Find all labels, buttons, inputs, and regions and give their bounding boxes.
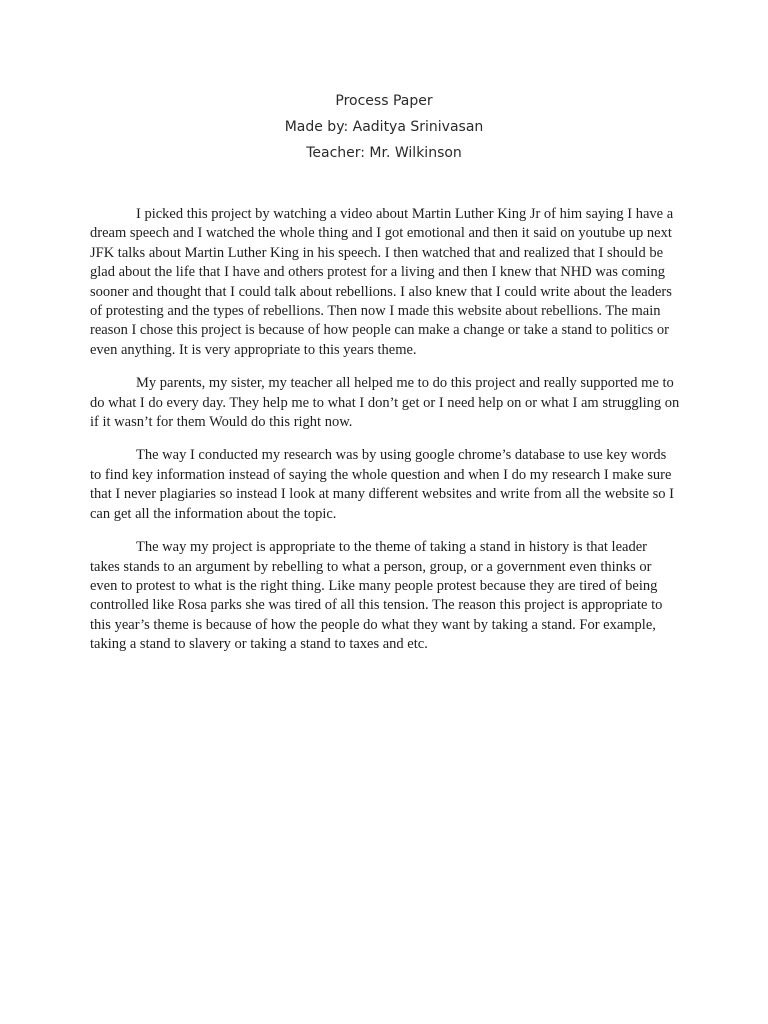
paragraph-theme: The way my project is appropriate to the theme of taking a stand in history is that leader takes stands to an argument by rebelling to what a person, group, or a government even thinks or even to protest to what is the right thing. Like many people protest because they are tired of being controlled like Rosa parks she was tired of all this tension. The reason this project is appropriate to this year’s theme is because of how the people do what they want by taking a stand. For example, taking a stand to slavery or taking a stand to taxes and etc. [90,539,663,653]
author-line: Made by: Aaditya Srinivasan [284,119,484,135]
document-header [0,90,768,168]
paragraph-project-choice: I picked this project by watching a video about Martin Luther King Jr of him saying I have a dream speech and I watched the whole thing and I got emotional and then it said on youtube up next JFK talks about Martin Luther King in his speech. I then watched that and realized that I should be glad about the life that I have and others protest for a living and then I knew that NHD was coming sooner and thought that I could talk about rebellions. I also knew that I could write about the leaders of protesting and the types of rebellions. Then now I made this website about rebellions. The main reason I chose this project is because of how people can make a change or take a stand to politics or even anything. It is very appropriate to this years theme. [90,206,674,358]
document-body [90,205,680,669]
paragraph-support: My parents, my sister, my teacher all helped me to do this project and really supported me to do what I do every day. They help me to what I don’t get or I need help on or what I am struggling on if it wasn’t for them Would do this right now. [90,375,680,431]
teacher-line: Teacher: Mr. Wilkinson [306,145,462,161]
document-title: Process Paper [335,93,433,109]
paragraph-research: The way I conducted my research was by using google chrome’s database to use key words to find key information instead of saying the whole question and when I do my research I make sure that I never plagiaries so instead I look at many different websites and write from all the website so I can get all the information about the topic. [90,447,674,522]
